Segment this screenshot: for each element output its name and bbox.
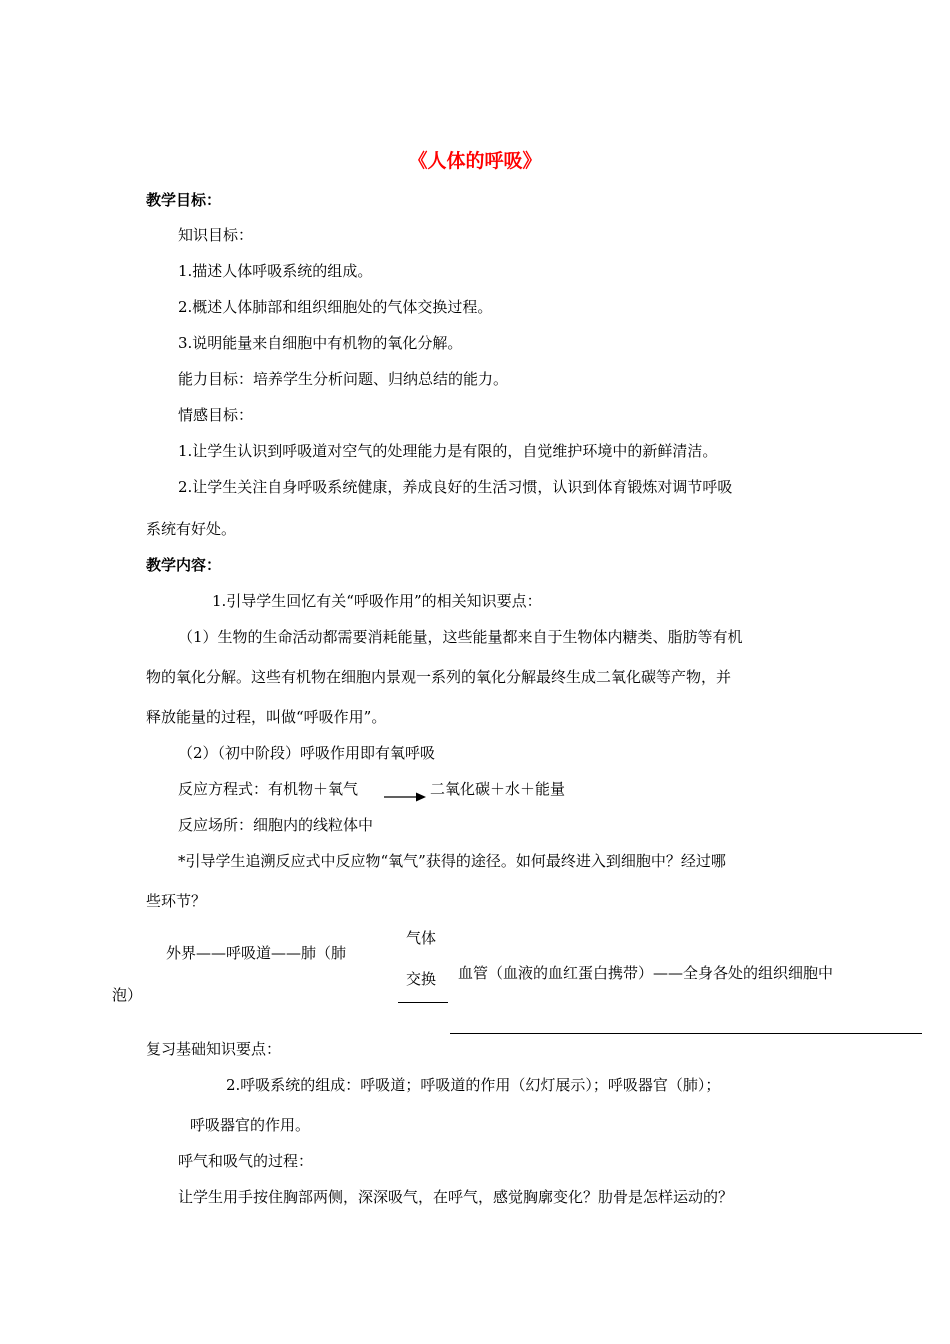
emotion-goal-item: 2.让学生关注自身呼吸系统健康，养成良好的生活习惯，认识到体育锻炼对调节呼吸 bbox=[178, 478, 733, 496]
review-label: 复习基础知识要点： bbox=[146, 1040, 282, 1058]
reaction-arrow-icon bbox=[384, 788, 426, 800]
question-line: 些环节？ bbox=[146, 892, 207, 910]
content-item: 2.呼吸系统的组成：呼吸道；呼吸道的作用（幻灯展示）；呼吸器官（肺）； bbox=[226, 1076, 721, 1094]
section-heading-goals: 教学目标： bbox=[146, 191, 222, 209]
pathway-divider bbox=[450, 1033, 922, 1034]
content-item: 1.引导学生回忆有关“呼吸作用”的相关知识要点： bbox=[212, 592, 542, 610]
breathing-activity: 让学生用手按住胸部两侧，深深吸气，在呼气，感觉胸廓变化？肋骨是怎样运动的？ bbox=[178, 1188, 734, 1206]
pathway-exchange-bottom: 交换 bbox=[406, 970, 437, 988]
question-line: *引导学生追溯反应式中反应物“氧气”获得的途径。如何最终进入到细胞中？经过哪 bbox=[178, 852, 726, 870]
pathway-left: 外界——呼吸道——肺（肺 bbox=[166, 944, 347, 962]
pathway-right: 血管（血液的血红蛋白携带）——全身各处的组织细胞中 bbox=[458, 964, 834, 982]
equation-left: 反应方程式：有机物＋氧气 bbox=[178, 780, 359, 798]
knowledge-goal-item: 2.概述人体肺部和组织细胞处的气体交换过程。 bbox=[178, 298, 493, 316]
pathway-exchange-top: 气体 bbox=[406, 929, 437, 947]
organ-function: 呼吸器官的作用。 bbox=[190, 1116, 311, 1134]
reaction-site: 反应场所：细胞内的线粒体中 bbox=[178, 816, 374, 834]
paragraph-line: 释放能量的过程，叫做“呼吸作用”。 bbox=[146, 708, 387, 726]
pathway-left-end: 泡） bbox=[112, 986, 143, 1004]
paragraph-line: （1）生物的生命活动都需要消耗能量，这些能量都来自于生物体内糖类、脂肪等有机 bbox=[178, 628, 743, 646]
paragraph-line: 物的氧化分解。这些有机物在细胞内景观一系列的氧化分解最终生成二氧化碳等产物，并 bbox=[146, 668, 732, 686]
emotion-goal-item-continued: 系统有好处。 bbox=[146, 520, 237, 538]
section-heading-content: 教学内容： bbox=[146, 556, 222, 574]
ability-goal: 能力目标：培养学生分析问题、归纳总结的能力。 bbox=[178, 370, 509, 388]
pathway-exchange-underline bbox=[398, 1002, 448, 1003]
equation-right: 二氧化碳＋水＋能量 bbox=[430, 780, 566, 798]
knowledge-goal-label: 知识目标： bbox=[178, 226, 254, 244]
emotion-goal-item: 1.让学生认识到呼吸道对空气的处理能力是有限的，自觉维护环境中的新鲜清洁。 bbox=[178, 442, 718, 460]
paragraph-line: （2）（初中阶段）呼吸作用即有氧呼吸 bbox=[178, 744, 436, 762]
knowledge-goal-item: 1.描述人体呼吸系统的组成。 bbox=[178, 262, 373, 280]
page-title: 《人体的呼吸》 bbox=[408, 150, 542, 172]
knowledge-goal-item: 3.说明能量来自细胞中有机物的氧化分解。 bbox=[178, 334, 463, 352]
breathing-label: 呼气和吸气的过程： bbox=[178, 1152, 314, 1170]
emotion-goal-label: 情感目标： bbox=[178, 406, 254, 424]
